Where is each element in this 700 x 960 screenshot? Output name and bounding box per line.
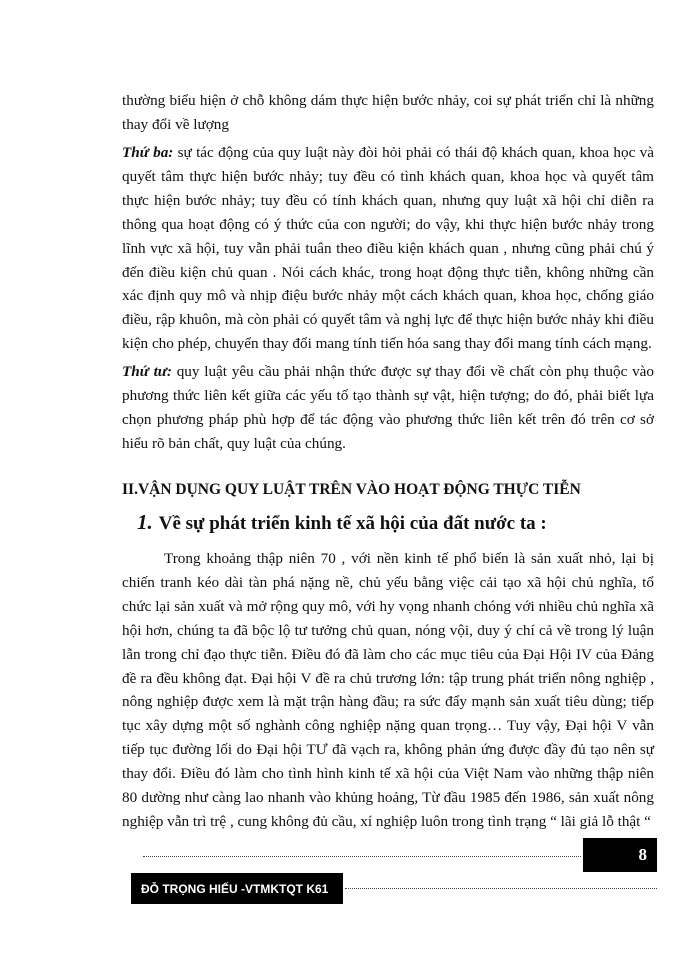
paragraph-body-fourth: quy luật yêu cầu phải nhận thức được sự thay đổi về chất còn phụ thuộc vào phương thức liên kết giữa các yếu tố tạo thành sự vật, hiện tượng; do đó, phải biết lựa chọn phương pháp phù hợp để tác động vào phương thức liên kết trên đó trên cơ sở hiểu rõ bản chất, quy luật của chúng. bbox=[122, 363, 654, 452]
subsection-title: Về sự phát triển kinh tế xã hội của đất nước ta : bbox=[158, 513, 547, 534]
page-number: 8 bbox=[638, 845, 647, 864]
subsection-heading bbox=[137, 510, 657, 535]
subsection-number: 1. bbox=[137, 510, 153, 534]
paragraph-lead-third: Thứ ba: bbox=[122, 144, 174, 161]
page-number-box bbox=[583, 838, 657, 872]
paragraph-continuation: thường biểu hiện ở chỗ không dám thực hiện bước nhảy, coi sự phát triển chỉ là những thay đổi về lượng bbox=[122, 92, 654, 133]
paragraph-lead-fourth: Thứ tư: bbox=[122, 363, 172, 380]
section-heading: II.VẬN DỤNG QUY LUẬT TRÊN VÀO HOẠT ĐỘNG THỰC TIỄN bbox=[122, 481, 581, 498]
paragraph-economy: Trong khoảng thập niên 70 , với nền kinh tế phổ biến là sản xuất nhỏ, lại bị chiến tranh kéo dài tàn phá nặng nề, chủ yếu bằng việc cải tạo xã hội chủ nghĩa, tổ chức lại sản xuất và mở rộng quy mô, với hy vọng nhanh chóng với nhiều chủ nghĩa xã hội hơn, chúng ta đã bộc lộ tư tưởng chủ quan, nóng vội, duy ý chí cả về trong lý luận lẫn trong chỉ đạo thực tiễn. Điều đó đã làm cho các mục tiêu của Đại Hội IV của Đảng đề ra đều không đạt. Đại hội V đề ra chủ trương lớn: tập trung phát triển nông nghiệp , nông nghiệp được xem là mặt trận hàng đầu; ra sức đẩy mạnh sản xuất tiêu dùng; tiếp tục xây dựng một số nghành công nghiệp nặng quan trọng… Tuy vậy, Đại hội V vẫn tiếp tục đường lối do Đại hội TƯ đã vạch ra, không phản ứng được đầy đủ tạo nên sự thay đổi. Điều đó làm cho tình hình kinh tế xã hội của Việt Nam vào những thập niên 80 dường như càng lao nhanh vào khủng hoảng, Từ đầu 1985 đến 1986, sản xuất nông nghiệp vẫn trì trệ , cung không đủ cầu, xí nghiệp luôn trong tình trạng “ lãi giả lỗ thật “ bbox=[122, 550, 654, 830]
paragraph-fourth-point bbox=[122, 360, 654, 456]
footer-author: ĐỖ TRỌNG HIẾU -VTMKTQT K61 bbox=[141, 881, 329, 896]
footer-author-box bbox=[131, 873, 343, 904]
paragraph-third-point bbox=[122, 141, 654, 356]
footer-dotted-line-bottom bbox=[345, 888, 657, 889]
paragraph-body-third: sự tác động của quy luật này đòi hỏi phải có thái độ khách quan, khoa học và quyết tâm thực hiện bước nhảy; tuy đều có tình khách quan, khoa học và quyết tâm thực hiện bước nhảy; tuy đều có tính khách quan, nhưng quy luật xã hội chỉ diễn ra thông qua hoạt động có ý thức của con người; do vậy, khi thực hiện bước nhảy trong lĩnh vực xã hội, tuy vẫn phải tuân theo điều kiện khách quan , nhưng cũng phải chú ý đến điều kiện chủ quan . Nói cách khác, trong hoạt động thực tiễn, không những cần xác định quy mô và nhịp điệu bước nhảy một cách khách quan, khoa học, chống giáo điều, rập khuôn, mà còn phải có quyết tâm và nghị lực để thực hiện bước nhảy khi điều kiện cho phép, chuyển thay đổi mang tính tiến hóa sang thay đổi mang tính cách mạng. bbox=[122, 144, 654, 353]
footer-dotted-line-top bbox=[143, 856, 581, 857]
